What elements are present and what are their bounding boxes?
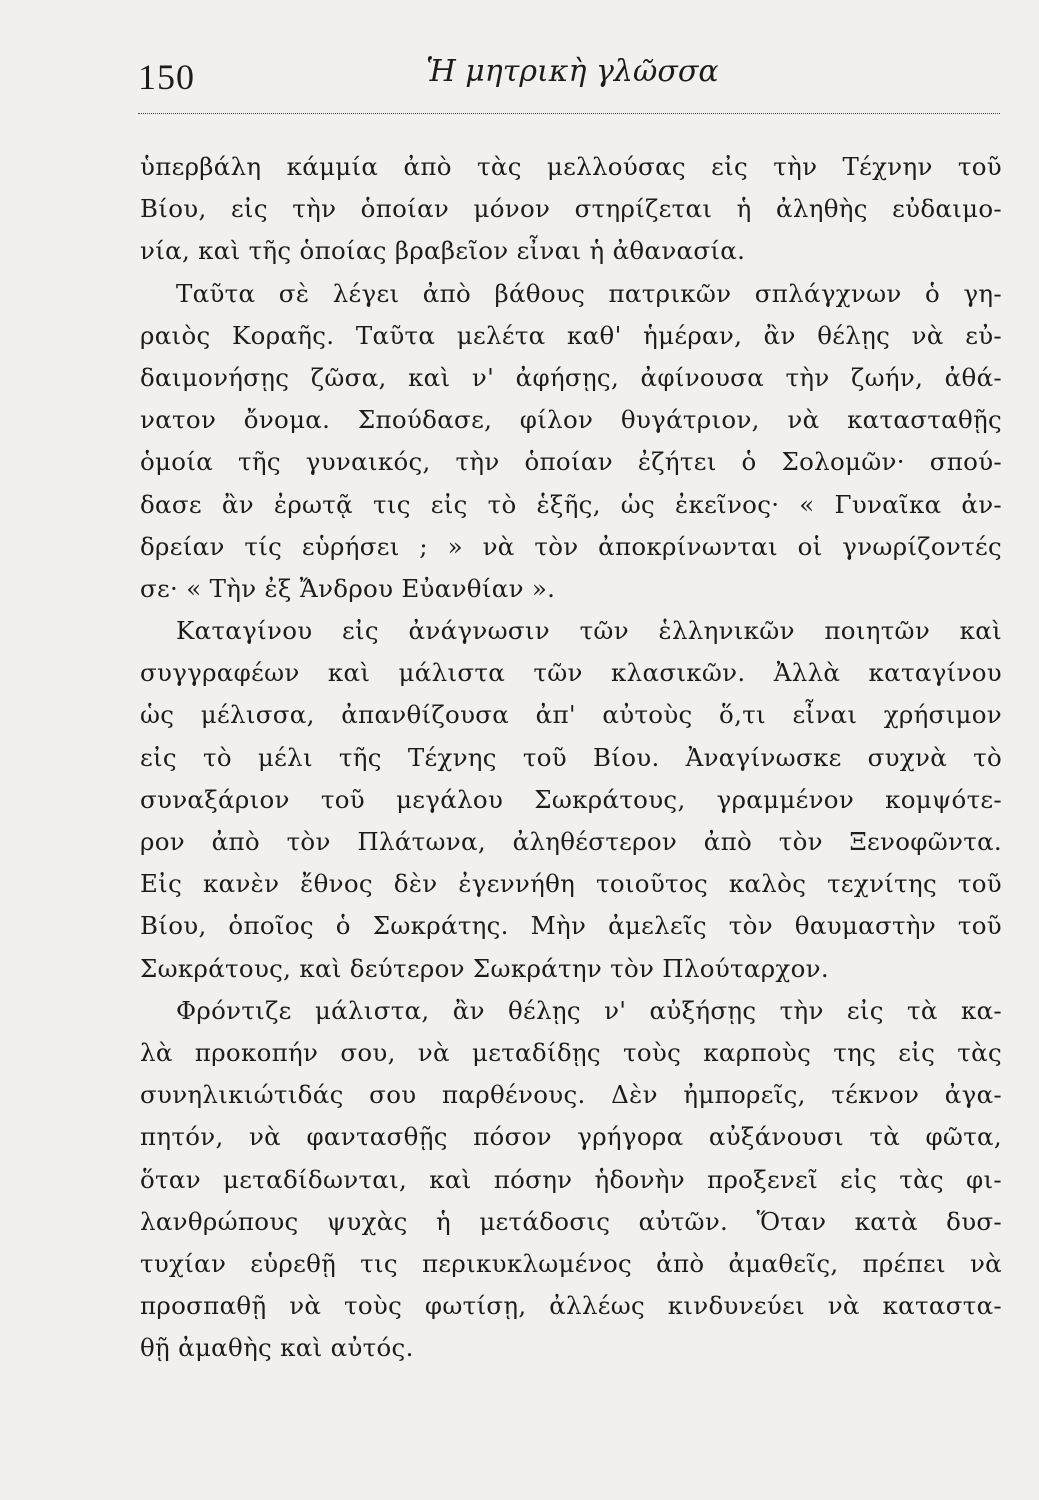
text-line: νία, καὶ τῆς ὁποίας βραβεῖον εἶναι ἡ ἀθανασία. (140, 236, 746, 266)
text-line: Βίου, εἰς τὴν ὁποίαν μόνον στηρίζεται ἡ ἀληθὴς εὐδαιμο- (140, 194, 1002, 224)
text-line: εἰς τὸ μέλι τῆς Τέχνης τοῦ Βίου. Ἀναγίνωσκε συχνὰ τὸ (140, 742, 1002, 772)
text-line: νατον ὄνομα. Σπούδασε, φίλον θυγάτριον, νὰ κατασταθῇς (140, 405, 1002, 435)
text-line: θῇ ἀμαθὴς καὶ αὐτός. (140, 1333, 414, 1363)
text-line: Βίου, ὁποῖος ὁ Σωκράτης. Μὴν ἀμελεῖς τὸν θαυμαστὴν τοῦ (140, 911, 1002, 941)
text-line: ρον ἀπὸ τὸν Πλάτωνα, ἀληθέστερον ἀπὸ τὸν Ξενοφῶντα. (140, 827, 1002, 856)
text-line: ραιὸς Κοραῆς. Ταῦτα μελέτα καθ' ἡμέραν, ἂν θέλῃς νὰ εὐ- (140, 320, 1002, 350)
text-line: λὰ προκοπήν σου, νὰ μεταδίδῃς τοὺς καρποὺς της εἰς τὰς (140, 1037, 1002, 1067)
page-number: 150 (138, 57, 195, 97)
text-line: λανθρώπους ψυχὰς ἡ μετάδοσις αὐτῶν. Ὅταν κατὰ δυσ- (140, 1206, 1002, 1236)
text-line: ὑπερβάλη κάμμία ἀπὸ τὰς μελλούσας εἰς τὴν Τέχνην τοῦ (140, 152, 1002, 181)
text-line: ὁμοία τῆς γυναικός, τὴν ὁποίαν ἐζήτει ὁ Σολομῶν· σπού- (140, 447, 1002, 477)
text-line: Σωκράτους, καὶ δεύτερον Σωκράτην τὸν Πλούταρχον. (140, 953, 829, 983)
text-line: δασε ἂν ἐρωτᾷ τις εἰς τὸ ἑξῆς, ὡς ἐκεῖνος· « Γυναῖκα ἀν- (140, 489, 1002, 519)
text-line: Εἰς κανὲν ἔθνος δὲν ἐγεννήθη τοιοῦτος καλὸς τεχνίτης τοῦ (140, 869, 1002, 899)
text-line: συναξάριον τοῦ μεγάλου Σωκράτους, γραμμένον κομψότε- (140, 784, 1002, 814)
text-line: Ταῦτα σὲ λέγει ἀπὸ βάθους πατρικῶν σπλάγχνων ὁ γη- (176, 278, 1002, 308)
text-line: ὡς μέλισσα, ἀπανθίζουσα ἀπ' αὐτοὺς ὅ,τι εἶναι χρήσιμον (140, 700, 1002, 730)
text-line: δαιμονήσῃς ζῶσα, καὶ ν' ἀφήσῃς, ἀφίνουσα τὴν ζωήν, ἀθά- (140, 362, 1002, 392)
text-line: Φρόντιζε μάλιστα, ἂν θέλῃς ν' αὐξήσῃς τὴν εἰς τὰ κα- (176, 995, 1002, 1025)
text-line: συγγραφέων καὶ μάλιστα τῶν κλασικῶν. Ἀλλὰ καταγίνου (140, 658, 1002, 688)
text-line: ὅταν μεταδίδωνται, καὶ πόσην ἡδονὴν προξενεῖ εἰς τὰς φι- (140, 1164, 1002, 1194)
running-title: Ἡ μητρικὴ γλῶσσα (426, 54, 719, 89)
page-header (138, 48, 1002, 108)
text-line: Καταγίνου εἰς ἀνάγνωσιν τῶν ἑλληνικῶν ποιητῶν καὶ (176, 616, 1002, 646)
text-line: συνηλικιώτιδάς σου παρθένους. Δὲν ἠμπορεῖς, τέκνον ἀγα- (140, 1080, 1002, 1110)
text-line: δρείαν τίς εὑρήσει ; » νὰ τὸν ἀποκρίνωνται οἱ γνωρίζοντές (140, 531, 1002, 561)
text-line: προσπαθῇ νὰ τοὺς φωτίσῃ, ἀλλέως κινδυνεύει νὰ καταστα- (140, 1291, 1002, 1321)
text-line: πητόν, νὰ φαντασθῇς πόσον γρήγορα αὐξάνουσι τὰ φῶτα, (140, 1122, 1002, 1152)
text-line: σε· « Τὴν ἐξ Ἄνδρου Εὐανθίαν ». (140, 573, 556, 603)
page-body (140, 146, 1002, 1369)
header-rule (138, 113, 1000, 114)
text-line: τυχίαν εὑρεθῇ τις περικυκλωμένος ἀπὸ ἀμαθεῖς, πρέπει νὰ (140, 1248, 1002, 1278)
